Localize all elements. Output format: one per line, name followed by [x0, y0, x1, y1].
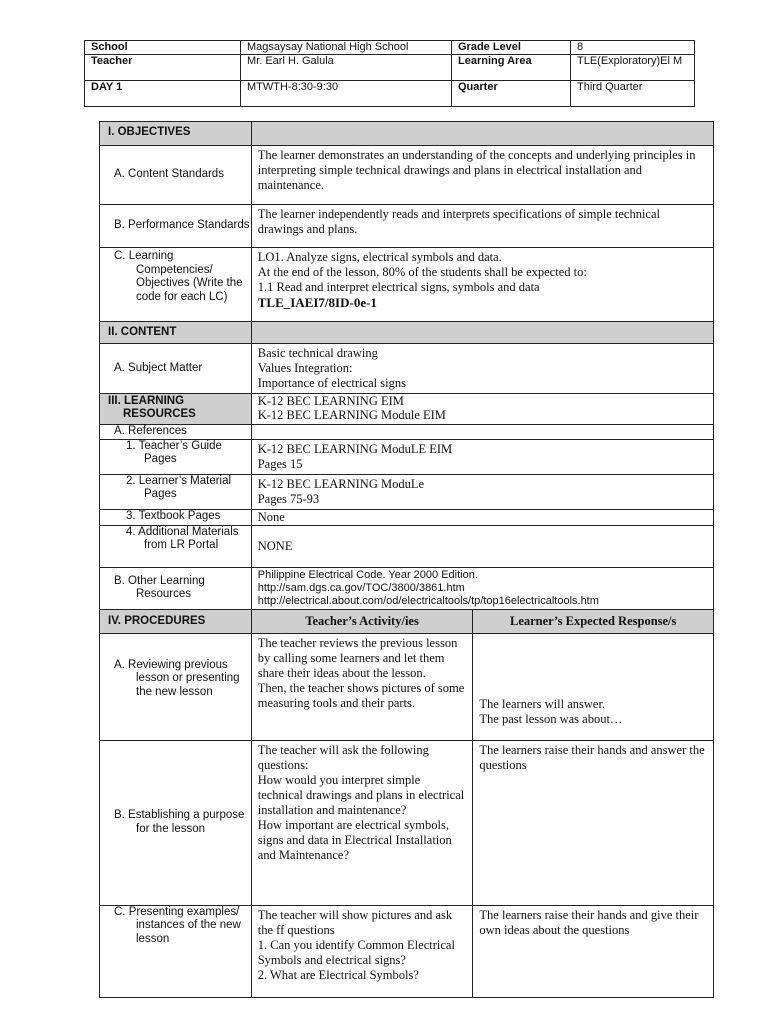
learner-response-heading: Learner’s Expected Response/s [473, 609, 714, 633]
teacher-activity-text: The teacher will ask the following questions: [257, 742, 429, 772]
quarter-value: Third Quarter [571, 80, 695, 106]
other-resource-link[interactable]: http://sam.dgs.ca.gov/TOC/3800/3861.htm [257, 581, 465, 594]
competency-code: TLE_IAEI7/8ID-0e-1 [257, 295, 377, 310]
learning-competencies-label: C. Learning Competencies/ Objectives (Write the code for each LC) [100, 248, 252, 322]
lesson-plan-table [99, 121, 714, 998]
other-resources-label: B. Other Learning Resources [100, 567, 252, 609]
subject-line: Values Integration: [257, 361, 353, 375]
procedure-c-label: C. Presenting examples/ instances of the new lesson [100, 905, 252, 997]
lm-line: Pages 75-93 [257, 491, 320, 506]
learning-area-value: TLE(Exploratory)El M [571, 54, 695, 80]
teacher-activity-heading: Teacher’s Activity/ies [251, 609, 473, 633]
content-heading-fill [251, 322, 713, 344]
teachers-guide-label: 1. Teacher’s Guide Pages [100, 439, 252, 474]
procedure-c-teacher [251, 905, 473, 997]
other-resource-line: Philippine Electrical Code. Year 2000 Edition. [257, 568, 478, 581]
header-table [84, 40, 695, 107]
teacher-activity-text: 2. What are Electrical Symbols? [257, 967, 419, 982]
procedure-a-teacher [251, 633, 473, 740]
learning-resources-heading-line: RESOURCES [123, 408, 196, 420]
additional-materials-label: 4. Additional Materials from LR Portal [100, 525, 252, 567]
teacher-activity-text: 1. Can you identify Common Electrical Symbols and electrical signs? [257, 937, 455, 967]
learning-resources-heading [100, 394, 252, 425]
procedure-b-teacher [251, 740, 473, 905]
performance-standards-label: B. Performance Standards [100, 205, 252, 248]
objectives-heading: I. OBJECTIVES [100, 122, 252, 146]
teacher-activity-text: Then, the teacher shows pictures of some measuring tools and their parts. [257, 680, 465, 710]
competency-line: LO1. Analyze signs, electrical symbols and data. [257, 250, 502, 264]
learners-material-label: 2. Learner’s Material Pages [100, 474, 252, 509]
grade-level-value: 8 [571, 41, 695, 55]
learning-resources-heading-line: III. LEARNING [108, 395, 185, 407]
teacher-activity-text: How would you interpret simple technical drawings and plans in electrical installation and maintenance? [257, 772, 465, 817]
objectives-heading-fill [251, 122, 713, 146]
content-standards-value: The learner demonstrates an understanding of the concepts and underlying principles in interpreting simple technical drawings and plans in electrical installation and maintenance. [251, 146, 713, 205]
resource-line: K-12 BEC LEARNING Module EIM [257, 408, 446, 422]
competency-line: 1.1 Read and interpret electrical signs, symbols and data [257, 280, 540, 294]
textbook-pages-value: None [251, 509, 713, 525]
school-label: School [85, 41, 241, 55]
content-heading: II. CONTENT [100, 322, 252, 344]
other-resources-value [251, 567, 713, 609]
learning-competencies-value [251, 248, 713, 322]
learner-response-text: The past lesson was about… [479, 711, 623, 726]
day-value: MTWTH-8:30-9:30 [241, 80, 452, 106]
procedure-a-learner [473, 633, 714, 740]
procedure-c-learner: The learners raise their hands and give their own ideas about the questions [473, 905, 714, 997]
subject-matter-label: A. Subject Matter [100, 344, 252, 394]
tg-line: Pages 15 [257, 456, 303, 471]
procedures-heading: IV. PROCEDURES [100, 609, 252, 633]
learner-response-text: The learners will answer. [479, 696, 606, 711]
other-resource-link[interactable]: http://electrical.about.com/od/electricaltools/tp/top16electricaltools.htm [257, 594, 599, 607]
competency-line: At the end of the lesson, 80% of the students shall be expected to: [257, 265, 587, 279]
subject-matter-value [251, 344, 713, 394]
learning-resources-value [251, 394, 713, 425]
additional-materials-value: NONE [251, 525, 713, 567]
teacher-activity-text: The teacher will show pictures and ask the ff questions [257, 907, 453, 937]
school-value: Magsaysay National High School [241, 41, 452, 55]
teacher-activity-text: How important are electrical symbols, signs and data in Electrical Installation and Maintenance? [257, 817, 452, 862]
textbook-pages-label: 3. Textbook Pages [100, 509, 252, 525]
learners-material-value [251, 474, 713, 509]
content-standards-label: A. Content Standards [100, 146, 252, 205]
tg-line: K-12 BEC LEARNING ModuLE EIM [257, 441, 453, 456]
procedure-b-label: B. Establishing a purpose for the lesson [100, 740, 252, 905]
day-label: DAY 1 [85, 80, 241, 106]
subject-line: Basic technical drawing [257, 346, 378, 360]
subject-line: Importance of electrical signs [257, 376, 406, 390]
quarter-label: Quarter [452, 80, 571, 106]
references-label: A. References [100, 425, 252, 440]
grade-level-label: Grade Level [452, 41, 571, 55]
teacher-value: Mr. Earl H. Galula [241, 54, 452, 80]
teacher-activity-text: The teacher reviews the previous lesson by calling some learners and let them share their ideas about the lesson. [257, 635, 458, 680]
teacher-label: Teacher [85, 54, 241, 80]
performance-standards-value: The learner independently reads and interprets specifications of simple technical drawings and plans. [251, 205, 713, 248]
references-value [251, 425, 713, 440]
resource-line: K-12 BEC LEARNING EIM [257, 394, 404, 408]
teachers-guide-value [251, 439, 713, 474]
learning-area-label: Learning Area [452, 54, 571, 80]
procedure-a-label: A. Reviewing previous lesson or presenting the new lesson [100, 633, 252, 740]
procedure-b-learner: The learners raise their hands and answer the questions [473, 740, 714, 905]
lm-line: K-12 BEC LEARNING ModuLe [257, 476, 425, 491]
